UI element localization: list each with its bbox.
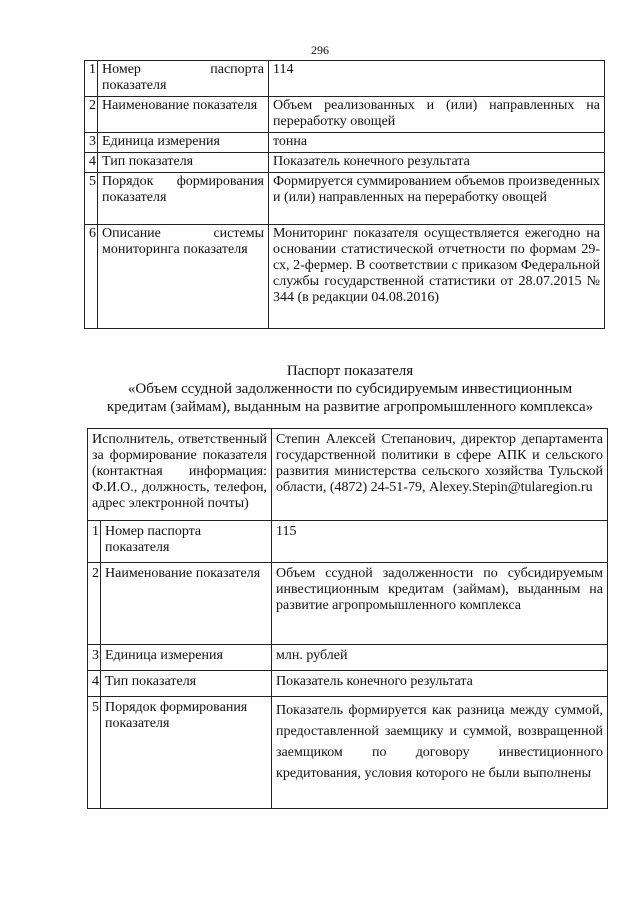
row-value: Показатель формируется как разница между суммой, предоставленной заемщику и суммой, возвращенной заемщиком по договору инвестиционного кредитования, условия которого не были выполнены	[272, 697, 608, 809]
row-label: Тип показателя	[98, 153, 269, 173]
row-number: 4	[85, 153, 98, 173]
table-row	[85, 225, 605, 329]
row-value: 114	[269, 61, 605, 97]
row-label: Описание системы мониторинга показателя	[98, 225, 269, 329]
page-number: 296	[311, 43, 329, 57]
row-number: 2	[88, 563, 101, 645]
row-label: Единица измерения	[101, 645, 272, 671]
executor-value: Степин Алексей Степанович, директор департамента государственной политики в сфере АПК и сельского развития министерства сельского хозяйства Тульской области, (4872) 24-51-79, Alexey.Stepin@tularegion.ru	[272, 429, 608, 521]
executor-row	[88, 429, 608, 521]
table-row	[85, 133, 605, 153]
row-value: тонна	[269, 133, 605, 153]
row-label: Номер паспорта показателя	[98, 61, 269, 97]
row-number: 5	[88, 697, 101, 809]
table-row	[88, 563, 608, 645]
row-label: Наименование показателя	[98, 97, 269, 133]
row-number: 3	[85, 133, 98, 153]
row-value: Показатель конечного результата	[272, 671, 608, 697]
row-label: Номер паспорта показателя	[101, 521, 272, 563]
section-subtitle-line-1: «Объем ссудной задолженности по субсидируемым инвестиционным	[127, 381, 573, 397]
table-row	[88, 521, 608, 563]
row-number: 1	[85, 61, 98, 97]
row-label: Тип показателя	[101, 671, 272, 697]
row-value: Показатель конечного результата	[269, 153, 605, 173]
section-subtitle-line-2: кредитам (займам), выданным на развитие агропромышленного комплекса»	[106, 399, 594, 415]
row-value: Объем ссудной задолженности по субсидируемым инвестиционным кредитам (займам), выданным на развитие агропромышленного комплекса	[272, 563, 608, 645]
table-row	[85, 61, 605, 97]
row-number: 3	[88, 645, 101, 671]
row-value: Мониторинг показателя осуществляется ежегодно на основании статистической отчетности по формам 29-сх, 2-фермер. В соответствии с приказом Федеральной службы государственной статистики от 28.07.2015 № 344 (в редакции 04.08.2016)	[269, 225, 605, 329]
row-number: 2	[85, 97, 98, 133]
section-title: Паспорт показателя	[286, 363, 414, 379]
passport-table-115	[87, 428, 608, 809]
row-value: Формируется суммированием объемов произведенных и (или) направленных на переработку овощей	[269, 173, 605, 225]
row-number: 4	[88, 671, 101, 697]
table-row	[88, 697, 608, 809]
table-row	[85, 97, 605, 133]
row-value: Объем реализованных и (или) направленных на переработку овощей	[269, 97, 605, 133]
row-label: Порядок формирования показателя	[98, 173, 269, 225]
passport-table-114	[84, 60, 605, 329]
executor-label: Исполнитель, ответственный за формирование показателя (контактная информация: Ф.И.О., должность, телефон, адрес электронной почты)	[88, 429, 272, 521]
row-label: Порядок формирования показателя	[101, 697, 272, 809]
row-number: 6	[85, 225, 98, 329]
row-label: Наименование показателя	[101, 563, 272, 645]
table-row	[88, 645, 608, 671]
row-number: 1	[88, 521, 101, 563]
table-row	[85, 173, 605, 225]
row-number: 5	[85, 173, 98, 225]
table-row	[88, 671, 608, 697]
row-value: 115	[272, 521, 608, 563]
table-row	[85, 153, 605, 173]
row-value: млн. рублей	[272, 645, 608, 671]
row-label: Единица измерения	[98, 133, 269, 153]
